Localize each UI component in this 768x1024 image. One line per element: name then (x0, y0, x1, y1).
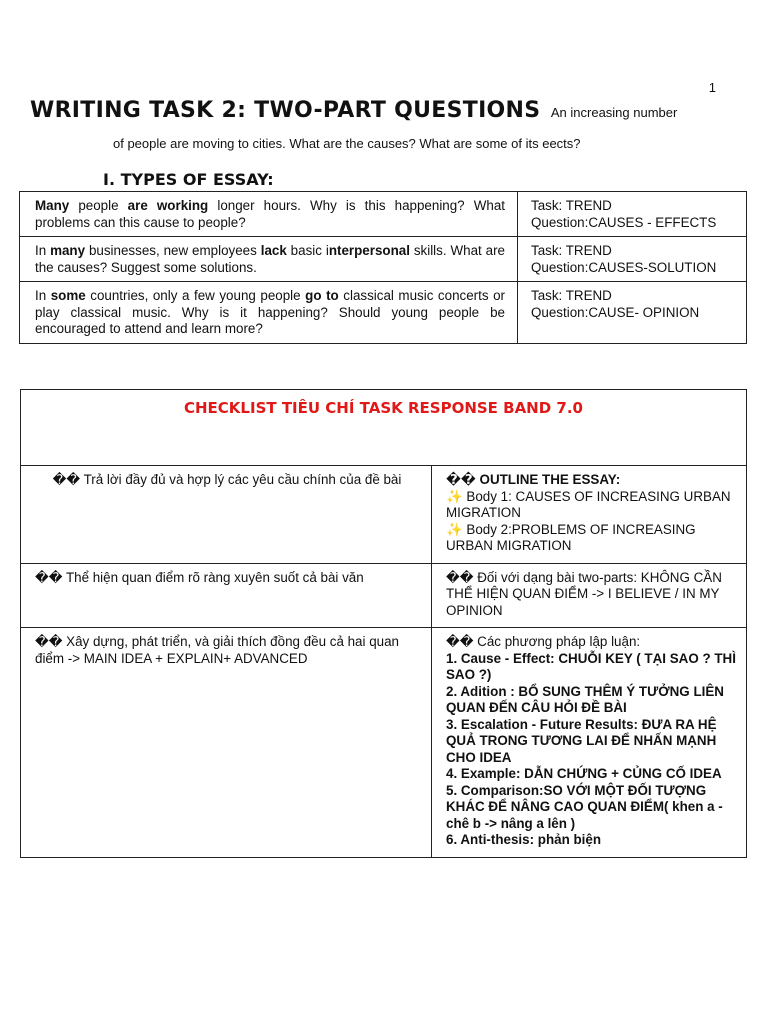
question-fragment: In (35, 243, 51, 258)
bold-keyword: nterpersonal (328, 243, 410, 258)
outline-heading: �� OUTLINE THE ESSAY: (446, 472, 621, 487)
page-number: 1 (708, 80, 716, 95)
criterion-cell (21, 466, 432, 564)
task-cell (518, 192, 747, 237)
table-row (20, 237, 747, 282)
question-fragment: basic i (286, 243, 329, 258)
question-type-label: Question:CAUSE- OPINION (531, 304, 700, 320)
outline-item: ✨ Body 1: CAUSES OF INCREASING URBAN MIGRATION (446, 488, 731, 520)
question-text (35, 198, 505, 230)
checklist-title: CHECKLIST TIÊU CHÍ TASK RESPONSE BAND 7.0 (21, 390, 747, 466)
guidance-cell (432, 628, 747, 858)
bold-keyword: many (50, 243, 86, 258)
task-label: Task: TREND (531, 198, 612, 213)
question-fragment: countries, only a few young people (85, 288, 306, 303)
question-fragment: businesses, new employees (85, 243, 261, 258)
methods-heading: �� Các phương pháp lập luận: (446, 634, 641, 649)
checklist-row (21, 628, 747, 858)
question-fragment: In (35, 288, 51, 303)
criterion-cell (21, 563, 432, 628)
method-item: 4. Example: DẪN CHỨNG + CỦNG CỐ IDEA (446, 766, 722, 781)
question-cell (20, 192, 518, 237)
question-fragment: longer hours. Why is this happening? What problems can this cause to people? (35, 198, 505, 230)
checklist-table (20, 389, 747, 858)
question-text (35, 288, 505, 336)
bold-keyword: go to (305, 288, 339, 303)
method-item: 3. Escalation - Future Results: ĐƯA RA HỆ QUẢ TRONG TƯƠNG LAI ĐỂ NHẤN MẠNH CHO IDEA (446, 716, 717, 765)
bold-keyword: are working (127, 198, 209, 213)
task-label: Task: TREND (531, 288, 612, 303)
question-fragment: people (69, 198, 128, 213)
checklist-row (21, 466, 747, 564)
checklist-header-row (21, 390, 747, 466)
task-cell (518, 282, 747, 344)
question-cell (20, 237, 518, 282)
table-row (20, 192, 747, 237)
table-row (20, 282, 747, 344)
outline-item: ✨ Body 2:PROBLEMS OF INCREASING URBAN MIGRATION (446, 521, 696, 553)
task-cell (518, 237, 747, 282)
guidance-text: Đối với dạng bài two-parts: KHÔNG CẦN THỂ HIỆN QUAN ĐIỂM -> I BELIEVE / IN MY OPINION (446, 569, 722, 618)
section-heading: I. TYPES OF ESSAY: (103, 170, 274, 189)
question-fragment: skills. What are the causes? Suggest some solutions. (35, 243, 505, 275)
method-item: 1. Cause - Effect: CHUỖI KEY ( TẠI SAO ? THÌ SAO ?) (446, 650, 736, 682)
bold-keyword: lack (260, 243, 287, 258)
question-fragment: classical music concerts or play classical music. Why is it happening? Should young people be encouraged to attend and learn more? (35, 288, 505, 336)
guidance-cell (432, 563, 747, 628)
essay-types-table (19, 191, 747, 344)
question-text (35, 243, 505, 275)
criterion-cell (21, 628, 432, 858)
method-item: 2. Adition : BỔ SUNG THÊM Ý TƯỞNG LIÊN QUAN ĐẾN CÂU HỎI ĐỀ BÀI (446, 683, 724, 715)
guidance-cell (432, 466, 747, 564)
warning-icon: �� (446, 569, 474, 585)
page-title: WRITING TASK 2: TWO-PART QUESTIONS (30, 98, 541, 123)
criterion-text: �� Xây dựng, phát triển, và giải thích đồng đều cả hai quan điểm -> MAIN IDEA + EXPLAIN+ ADVANCED (35, 634, 399, 666)
task-label: Task: TREND (531, 243, 612, 258)
question-cell (20, 282, 518, 344)
title-block (30, 98, 750, 123)
bold-keyword: Many (35, 198, 70, 213)
bold-keyword: some (50, 288, 86, 303)
criterion-text: �� Trả lời đầy đủ và hợp lý các yêu cầu chính của đề bài (52, 472, 402, 487)
criterion-text: �� Thể hiện quan điểm rõ ràng xuyên suốt cả bài văn (35, 569, 364, 585)
subtitle-text: of people are moving to cities. What are the causes? What are some of its eects? (113, 136, 581, 151)
method-item: 5. Comparison:SO VỚI MỘT ĐỐI TƯỢNG KHÁC ĐỂ NÂNG CAO QUAN ĐIỂM( khen a - chê b -> nâng a lên ) (446, 782, 723, 831)
question-type-label: Question:CAUSES - EFFECTS (531, 214, 717, 230)
method-item: 6. Anti-thesis: phản biện (446, 832, 601, 847)
checklist-row (21, 563, 747, 628)
question-type-label: Question:CAUSES-SOLUTION (531, 259, 717, 275)
title-tail-text: An increasing number (550, 105, 678, 120)
